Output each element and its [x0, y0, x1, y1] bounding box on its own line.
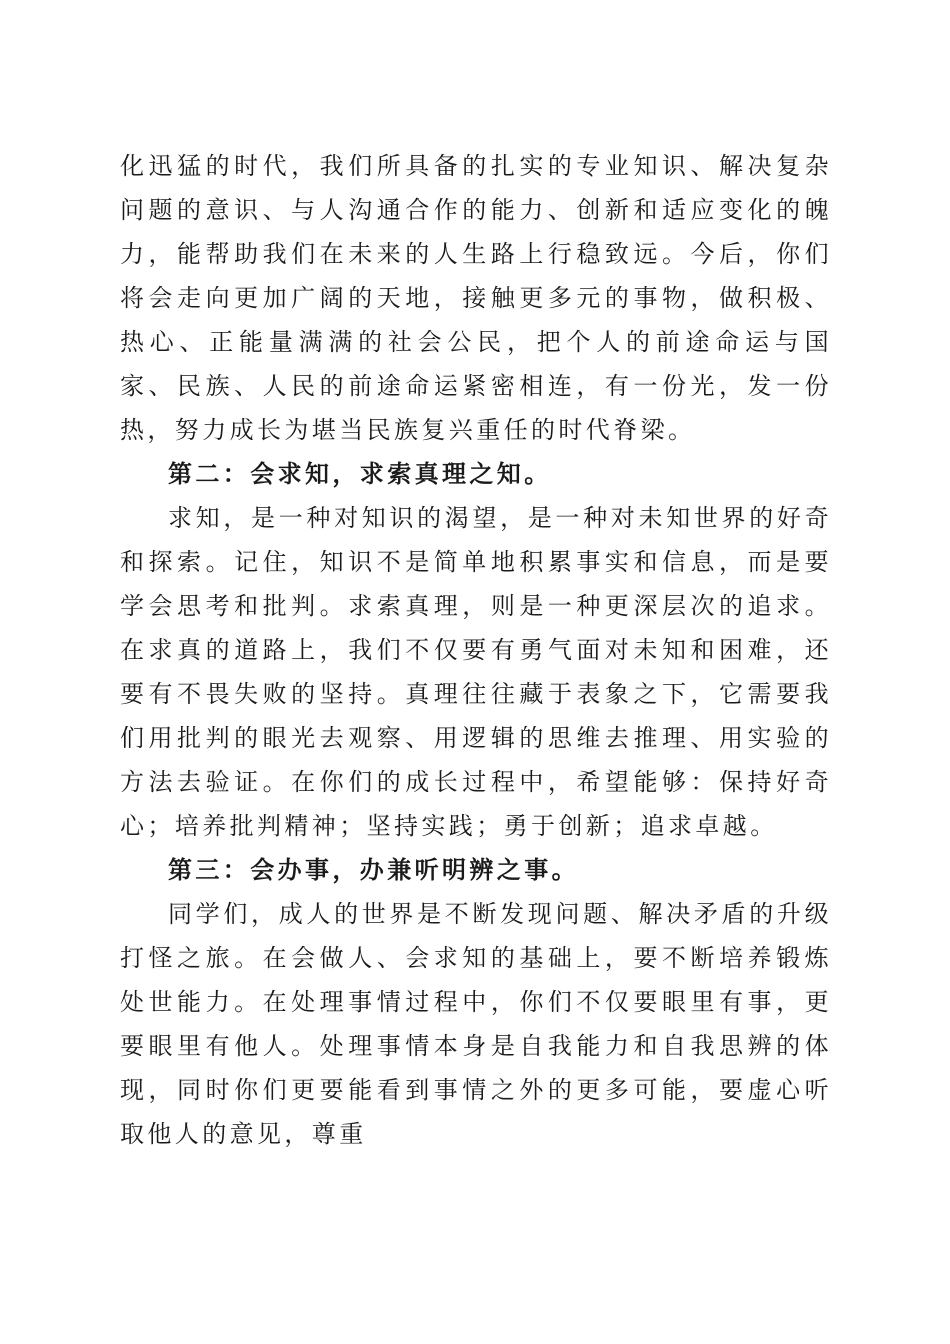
- paragraph-seeking-knowledge: 求知，是一种对知识的渴望，是一种对未知世界的好奇和探索。记住，知识不是简单地积累事实和信息，而是要学会思考和批判。求索真理，则是一种更深层次的追求。在求真的道路上，我们不仅要有勇气面对未知和困难，还要有不畏失败的坚持。真理往往藏于表象之下，它需要我们用批判的眼光去观察、用逻辑的思维去推理、用实验的方法去验证。在你们的成长过程中，希望能够：保持好奇心；培养批判精神；坚持实践；勇于创新；追求卓越。: [120, 504, 832, 840]
- section-heading-third: 第三：会办事，办兼听明辨之事。: [168, 855, 579, 884]
- paragraph-handling-affairs: 同学们，成人的世界是不断发现问题、解决矛盾的升级打怪之旅。在会做人、会求知的基础上，要不断培养锻炼处世能力。在处理事情过程中，你们不仅要眼里有事，更要眼里有他人。处理事情本身是自我能力和自我思辨的体现，同时你们更要能看到事情之外的更多可能，要虚心听取他人的意见，尊重: [120, 900, 832, 1148]
- paragraph-continued: 化迅猛的时代，我们所具备的扎实的专业知识、解决复杂问题的意识、与人沟通合作的能力、创新和适应变化的魄力，能帮助我们在未来的人生路上行稳致远。今后，你们将会走向更加广阔的天地，接触更多元的事物，做积极、热心、正能量满满的社会公民，把个人的前途命运与国家、民族、人民的前途命运紧密相连，有一份光，发一份热，努力成长为堪当民族复兴重任的时代脊梁。: [120, 152, 832, 444]
- section-heading-second: 第二：会求知，求索真理之知。: [168, 459, 552, 488]
- document-body: [120, 144, 832, 1156]
